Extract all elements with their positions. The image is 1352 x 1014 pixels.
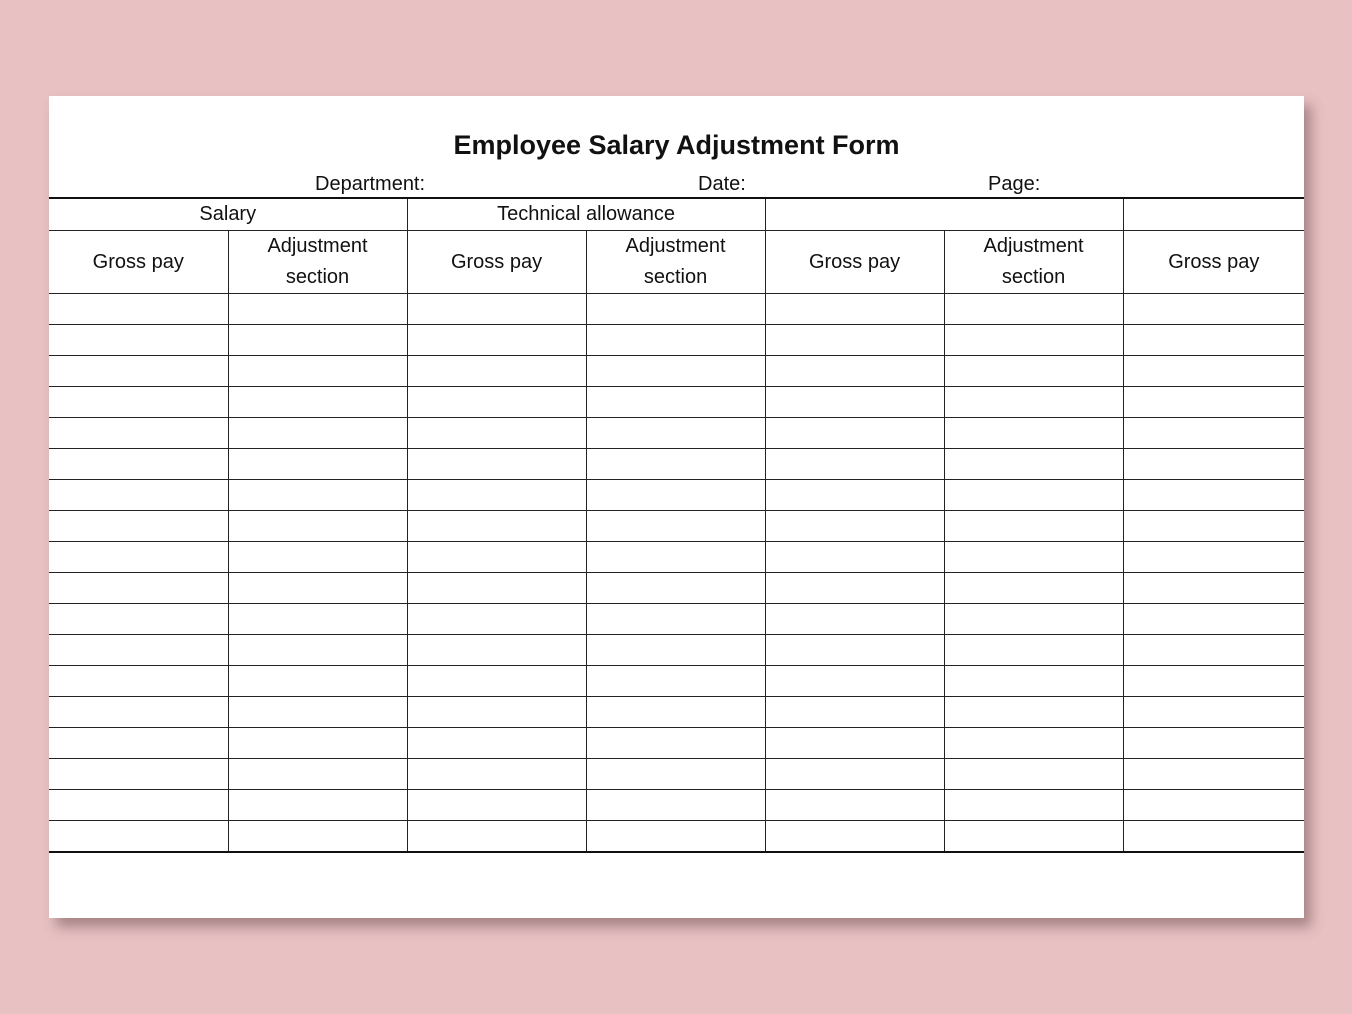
department-label: Department: [315, 173, 426, 195]
table-cell[interactable] [765, 697, 944, 728]
table-cell[interactable] [1123, 821, 1304, 853]
table-row [49, 511, 1304, 542]
table-cell[interactable] [407, 759, 586, 790]
table-cell[interactable] [1123, 790, 1304, 821]
table-row [49, 387, 1304, 418]
table-cell[interactable] [765, 666, 944, 697]
table-cell[interactable] [49, 356, 228, 387]
table-row [49, 666, 1304, 697]
table-cell[interactable] [1123, 418, 1304, 449]
table-cell[interactable] [765, 511, 944, 542]
table-cell[interactable] [765, 759, 944, 790]
table-cell[interactable] [944, 325, 1123, 356]
table-cell[interactable] [586, 542, 765, 573]
table-cell[interactable] [49, 325, 228, 356]
table-cell[interactable] [944, 635, 1123, 666]
table-cell[interactable] [765, 542, 944, 573]
table-cell[interactable] [228, 356, 407, 387]
form-sheet [49, 96, 1304, 918]
table-cell[interactable] [228, 573, 407, 604]
table-cell[interactable] [586, 604, 765, 635]
table-cell[interactable] [407, 790, 586, 821]
table-cell[interactable] [765, 573, 944, 604]
table-row [49, 759, 1304, 790]
table-cell[interactable] [944, 759, 1123, 790]
table-row [49, 480, 1304, 511]
table-cell[interactable] [228, 821, 407, 853]
column-header-text: section [1001, 266, 1066, 288]
table-cell[interactable] [944, 697, 1123, 728]
table-cell[interactable] [1123, 542, 1304, 573]
table-cell[interactable] [944, 294, 1123, 325]
table-cell[interactable] [228, 418, 407, 449]
column-header-text: Adjustment [625, 235, 726, 257]
column-header-text: Gross pay [92, 250, 184, 273]
group-header-blank [765, 198, 1123, 231]
table-cell[interactable] [228, 759, 407, 790]
table-cell[interactable] [49, 635, 228, 666]
column-header-text: Gross pay [808, 250, 901, 273]
table-cell[interactable] [765, 728, 944, 759]
column-header [49, 231, 228, 294]
table-cell[interactable] [586, 511, 765, 542]
table-cell[interactable] [944, 480, 1123, 511]
table-cell[interactable] [407, 294, 586, 325]
table-cell[interactable] [228, 542, 407, 573]
table-cell[interactable] [407, 542, 586, 573]
table-cell[interactable] [1123, 387, 1304, 418]
table-cell[interactable] [407, 356, 586, 387]
table-row [49, 821, 1304, 853]
table-cell[interactable] [49, 666, 228, 697]
table-cell[interactable] [586, 418, 765, 449]
table-cell[interactable] [228, 449, 407, 480]
table-cell[interactable] [586, 449, 765, 480]
table-cell[interactable] [586, 480, 765, 511]
table-cell[interactable] [407, 821, 586, 853]
table-cell[interactable] [228, 294, 407, 325]
table-cell[interactable] [586, 759, 765, 790]
table-cell[interactable] [1123, 759, 1304, 790]
table-row [49, 418, 1304, 449]
column-header-row [49, 231, 1304, 294]
table-cell[interactable] [765, 356, 944, 387]
table-cell[interactable] [944, 387, 1123, 418]
table-cell[interactable] [407, 666, 586, 697]
table-cell[interactable] [228, 790, 407, 821]
column-header-text: Adjustment [267, 235, 368, 257]
table-cell[interactable] [49, 542, 228, 573]
table-cell[interactable] [1123, 325, 1304, 356]
table-cell[interactable] [228, 697, 407, 728]
table-cell[interactable] [944, 418, 1123, 449]
table-cell[interactable] [1123, 604, 1304, 635]
table-cell[interactable] [1123, 635, 1304, 666]
table-cell[interactable] [407, 511, 586, 542]
table-cell[interactable] [407, 573, 586, 604]
table-cell[interactable] [765, 294, 944, 325]
column-header [1123, 231, 1304, 294]
page-label: Page: [988, 173, 1041, 195]
table-cell[interactable] [586, 387, 765, 418]
table-row [49, 697, 1304, 728]
table-cell[interactable] [765, 418, 944, 449]
group-header-row [49, 198, 1304, 231]
table-cell[interactable] [765, 821, 944, 853]
table-cell[interactable] [228, 666, 407, 697]
table-row [49, 728, 1304, 759]
table-row [49, 573, 1304, 604]
table-cell[interactable] [944, 542, 1123, 573]
table-cell[interactable] [1123, 294, 1304, 325]
table-cell[interactable] [407, 387, 586, 418]
table-cell[interactable] [586, 573, 765, 604]
column-header [586, 231, 765, 294]
table-cell[interactable] [228, 511, 407, 542]
column-header [228, 231, 407, 294]
column-header-text: Gross pay [1168, 250, 1260, 273]
table-cell[interactable] [765, 604, 944, 635]
table-cell[interactable] [49, 573, 228, 604]
table-row [49, 325, 1304, 356]
table-cell[interactable] [765, 387, 944, 418]
table-cell[interactable] [407, 418, 586, 449]
table-row [49, 790, 1304, 821]
table-row [49, 356, 1304, 387]
table-cell[interactable] [944, 449, 1123, 480]
table-cell[interactable] [407, 697, 586, 728]
table-row [49, 604, 1304, 635]
column-header-text: section [285, 266, 350, 288]
column-header-text: Gross pay [450, 250, 543, 273]
table-cell[interactable] [586, 728, 765, 759]
table-cell[interactable] [1123, 697, 1304, 728]
group-header-salary: Salary [49, 198, 407, 231]
table-cell[interactable] [228, 728, 407, 759]
table-cell[interactable] [1123, 573, 1304, 604]
table-cell[interactable] [49, 387, 228, 418]
table-cell[interactable] [765, 790, 944, 821]
table-cell[interactable] [944, 604, 1123, 635]
table-cell[interactable] [49, 449, 228, 480]
table-cell[interactable] [765, 480, 944, 511]
table-cell[interactable] [1123, 356, 1304, 387]
group-header-blank-last [1123, 198, 1304, 231]
table-cell[interactable] [944, 821, 1123, 853]
table-cell[interactable] [228, 325, 407, 356]
table-cell[interactable] [944, 356, 1123, 387]
table-cell[interactable] [1123, 666, 1304, 697]
table-cell[interactable] [1123, 511, 1304, 542]
table-cell[interactable] [49, 790, 228, 821]
table-cell[interactable] [586, 821, 765, 853]
table-cell[interactable] [407, 480, 586, 511]
table-cell[interactable] [586, 325, 765, 356]
column-header-text: section [643, 266, 708, 288]
table-cell[interactable] [407, 604, 586, 635]
table-cell[interactable] [586, 666, 765, 697]
table-cell[interactable] [49, 821, 228, 853]
group-header-technical-allowance: Technical allowance [407, 198, 765, 231]
table-cell[interactable] [49, 728, 228, 759]
column-header [944, 231, 1123, 294]
table-cell[interactable] [228, 480, 407, 511]
table-cell[interactable] [49, 418, 228, 449]
table-cell[interactable] [586, 356, 765, 387]
table-cell[interactable] [49, 511, 228, 542]
form-title: Employee Salary Adjustment Form [453, 130, 900, 160]
table-cell[interactable] [407, 325, 586, 356]
table-cell[interactable] [49, 294, 228, 325]
table-row [49, 635, 1304, 666]
table-cell[interactable] [765, 635, 944, 666]
table-cell[interactable] [49, 697, 228, 728]
table-cell[interactable] [765, 449, 944, 480]
table-cell[interactable] [944, 666, 1123, 697]
table-cell[interactable] [49, 480, 228, 511]
date-label: Date: [698, 173, 746, 195]
column-header [765, 231, 944, 294]
salary-adjustment-table [49, 197, 1304, 853]
table-cell[interactable] [49, 759, 228, 790]
table-row [49, 449, 1304, 480]
table-cell[interactable] [1123, 480, 1304, 511]
column-header-text: Adjustment [983, 235, 1084, 257]
table-cell[interactable] [586, 294, 765, 325]
table-cell[interactable] [407, 635, 586, 666]
table-cell[interactable] [228, 387, 407, 418]
table-cell[interactable] [944, 573, 1123, 604]
table-cell[interactable] [944, 728, 1123, 759]
table-cell[interactable] [944, 511, 1123, 542]
table-cell[interactable] [407, 728, 586, 759]
table-cell[interactable] [228, 604, 407, 635]
table-cell[interactable] [1123, 449, 1304, 480]
table-cell[interactable] [407, 449, 586, 480]
table-cell[interactable] [49, 604, 228, 635]
table-cell[interactable] [586, 697, 765, 728]
table-row [49, 542, 1304, 573]
table-cell[interactable] [586, 635, 765, 666]
table-cell[interactable] [765, 325, 944, 356]
table-cell[interactable] [228, 635, 407, 666]
column-header [407, 231, 586, 294]
table-cell[interactable] [944, 790, 1123, 821]
table-cell[interactable] [586, 790, 765, 821]
table-cell[interactable] [1123, 728, 1304, 759]
table-row [49, 294, 1304, 325]
